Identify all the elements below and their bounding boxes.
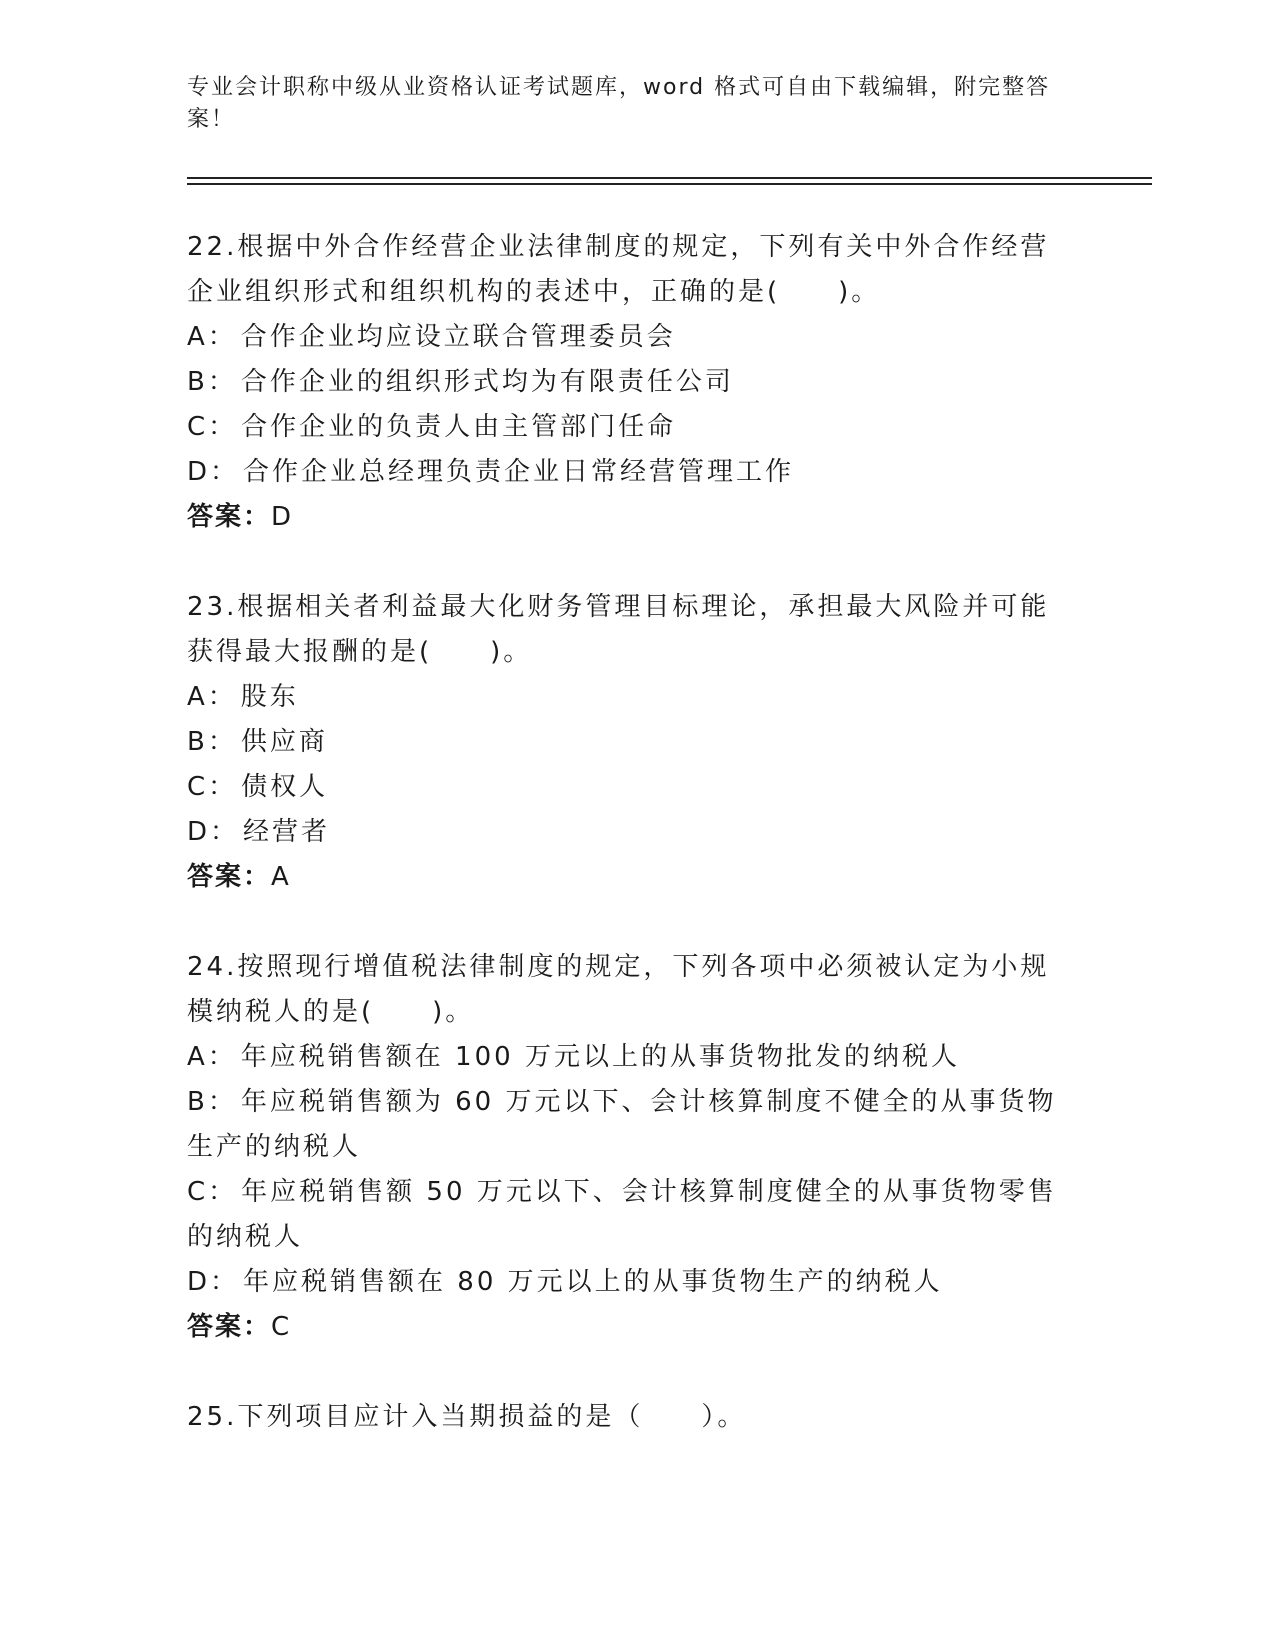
- answer-line: [187, 1305, 1067, 1350]
- option-key: B：: [187, 367, 237, 397]
- question-23: [187, 585, 1067, 900]
- option-d: [187, 450, 1067, 495]
- option-b: [187, 720, 1067, 765]
- option-text: 合作企业均应设立联合管理委员会: [240, 322, 676, 352]
- question-stem: 25.下列项目应计入当期损益的是（ ）。: [187, 1402, 747, 1432]
- question-25: [187, 1395, 1067, 1440]
- option-c: [187, 1170, 1067, 1260]
- option-key: C：: [187, 412, 238, 442]
- option-key: A：: [187, 1042, 237, 1072]
- option-d: [187, 1260, 1067, 1305]
- option-text: 债权人: [241, 772, 329, 802]
- option-key: C：: [187, 1177, 238, 1207]
- answer-value: C: [271, 1312, 292, 1342]
- option-text: 年应税销售额在 80 万元以上的从事货物生产的纳税人: [243, 1267, 943, 1297]
- answer-line: [187, 855, 1067, 900]
- option-d: [187, 810, 1067, 855]
- header-divider-bottom: [187, 183, 1152, 185]
- option-c: [187, 405, 1067, 450]
- option-text: 合作企业总经理负责企业日常经营管理工作: [243, 457, 795, 487]
- option-text: 年应税销售额为 60 万元以下、会计核算制度不健全的从事货物生产的纳税人: [187, 1087, 1057, 1162]
- option-key: D：: [187, 457, 240, 487]
- answer-line: [187, 495, 1067, 540]
- option-key: C：: [187, 772, 238, 802]
- option-key: A：: [187, 322, 237, 352]
- option-a: [187, 315, 1067, 360]
- answer-value: D: [271, 502, 294, 532]
- option-text: 经营者: [243, 817, 331, 847]
- option-text: 年应税销售额在 100 万元以上的从事货物批发的纳税人: [240, 1042, 960, 1072]
- question-stem: 22.根据中外合作经营企业法律制度的规定，下列有关中外合作经营企业组织形式和组织机构的表述中，正确的是( )。: [187, 232, 1050, 307]
- option-text: 合作企业的组织形式均为有限责任公司: [240, 367, 734, 397]
- option-key: D：: [187, 1267, 240, 1297]
- header-divider-top: [187, 177, 1152, 179]
- answer-value: A: [271, 862, 291, 892]
- option-key: B：: [187, 727, 237, 757]
- answer-label: 答案：: [187, 502, 272, 532]
- option-b: [187, 1080, 1067, 1170]
- option-text: 合作企业的负责人由主管部门任命: [241, 412, 677, 442]
- option-key: D：: [187, 817, 240, 847]
- question-stem: 24.按照现行增值税法律制度的规定，下列各项中必须被认定为小规模纳税人的是( )。: [187, 952, 1050, 1027]
- option-text: 供应商: [240, 727, 328, 757]
- question-22: [187, 225, 1067, 540]
- option-c: [187, 765, 1067, 810]
- page-header: 专业会计职称中级从业资格认证考试题库，word 格式可自由下载编辑，附完整答案！: [187, 75, 1051, 132]
- option-text: 股东: [240, 682, 299, 712]
- answer-label: 答案：: [187, 862, 272, 892]
- option-b: [187, 360, 1067, 405]
- option-a: [187, 675, 1067, 720]
- option-a: [187, 1035, 1067, 1080]
- option-text: 年应税销售额 50 万元以下、会计核算制度健全的从事货物零售的纳税人: [187, 1177, 1057, 1252]
- question-stem: 23.根据相关者利益最大化财务管理目标理论，承担最大风险并可能获得最大报酬的是( )。: [187, 592, 1050, 667]
- option-key: A：: [187, 682, 237, 712]
- answer-label: 答案：: [187, 1312, 272, 1342]
- question-24: [187, 945, 1067, 1350]
- option-key: B：: [187, 1087, 237, 1117]
